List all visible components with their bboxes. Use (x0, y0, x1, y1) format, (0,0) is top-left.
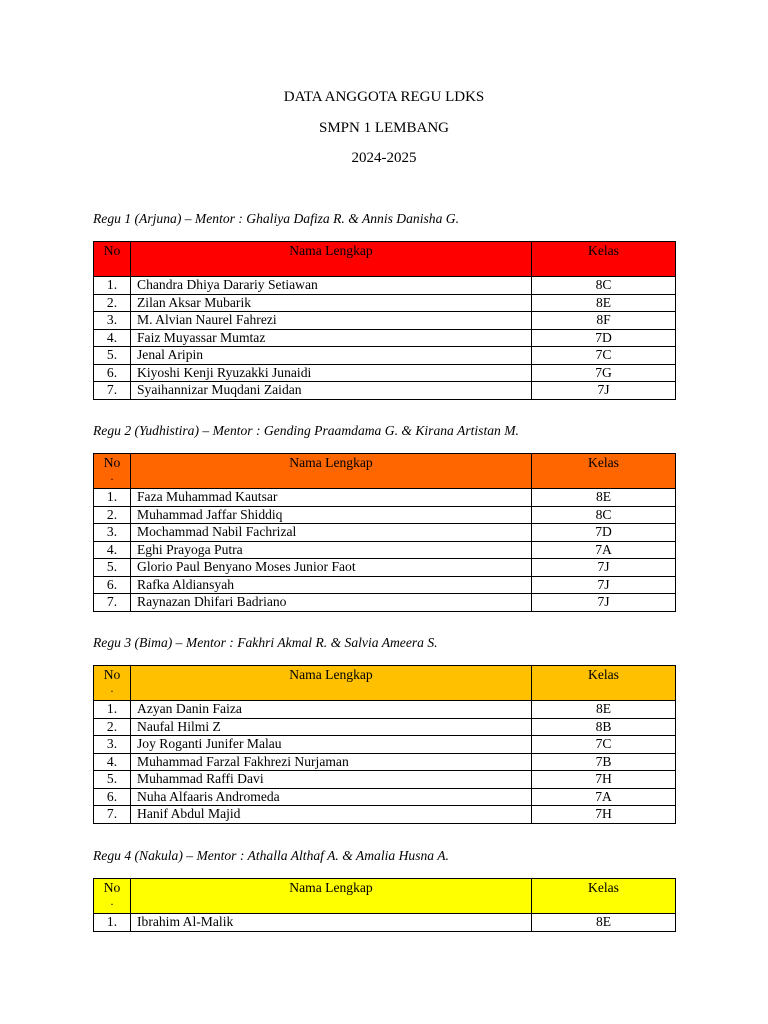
table-row (94, 524, 676, 542)
member-no: 3. (94, 312, 131, 330)
member-no: 6. (94, 364, 131, 382)
table-header-row (94, 879, 676, 914)
header-no-dot (94, 259, 130, 269)
table-row (94, 382, 676, 400)
table-row (94, 364, 676, 382)
member-no: 5. (94, 559, 131, 577)
regu-caption: Regu 4 (Nakula) – Mentor : Athalla Althaf A. & Amalia Husna A. (93, 848, 449, 863)
member-no: 1. (94, 489, 131, 507)
member-name: Ibrahim Al-Malik (131, 914, 532, 932)
member-no: 2. (94, 506, 131, 524)
table-row (94, 576, 676, 594)
table-row (94, 347, 676, 365)
member-kelas: 8C (532, 506, 676, 524)
header-no-label: No (103, 455, 121, 470)
header-nama-lengkap: Nama Lengkap (131, 666, 532, 701)
header-nama-lengkap: Nama Lengkap (131, 454, 532, 489)
table-row (94, 277, 676, 295)
member-kelas: 7A (532, 541, 676, 559)
member-no: 3. (94, 736, 131, 754)
member-kelas: 7D (532, 524, 676, 542)
header-no (94, 242, 131, 277)
table-row (94, 736, 676, 754)
table-row (94, 559, 676, 577)
table-row (94, 312, 676, 330)
header-kelas: Kelas (532, 666, 676, 701)
member-no: 2. (94, 718, 131, 736)
member-no: 5. (94, 347, 131, 365)
member-name: Glorio Paul Benyano Moses Junior Faot (131, 559, 532, 577)
header-no-label: No (103, 880, 121, 895)
member-name: Hanif Abdul Majid (131, 806, 532, 824)
member-no: 6. (94, 576, 131, 594)
table-row (94, 771, 676, 789)
regu-caption: Regu 2 (Yudhistira) – Mentor : Gending Praamdama G. & Kirana Artistan M. (93, 423, 519, 438)
member-name: Faiz Muyassar Mumtaz (131, 329, 532, 347)
table-row (94, 541, 676, 559)
regu-table (93, 878, 676, 932)
table-row (94, 753, 676, 771)
doc-year: 2024-2025 (351, 150, 417, 166)
member-kelas: 7H (532, 771, 676, 789)
member-kelas: 8E (532, 914, 676, 932)
header-kelas: Kelas (532, 879, 676, 914)
table-header-row (94, 242, 676, 277)
table-row (94, 806, 676, 824)
member-name: Joy Roganti Junifer Malau (131, 736, 532, 754)
table-row (94, 718, 676, 736)
member-name: Azyan Danin Faiza (131, 701, 532, 719)
member-name: Mochammad Nabil Fachrizal (131, 524, 532, 542)
member-name: Rafka Aldiansyah (131, 576, 532, 594)
member-kelas: 8F (532, 312, 676, 330)
header-nama-lengkap: Nama Lengkap (131, 242, 532, 277)
member-name: Kiyoshi Kenji Ryuzakki Junaidi (131, 364, 532, 382)
member-kelas: 8E (532, 489, 676, 507)
header-kelas: Kelas (532, 454, 676, 489)
member-kelas: 7J (532, 559, 676, 577)
member-kelas: 8C (532, 277, 676, 295)
table-header-row (94, 666, 676, 701)
regu-section-2 (93, 421, 675, 612)
header-no-dot: . (110, 894, 114, 908)
member-name: Nuha Alfaaris Andromeda (131, 788, 532, 806)
member-no: 7. (94, 806, 131, 824)
header-no-dot: . (110, 469, 114, 483)
member-kelas: 7A (532, 788, 676, 806)
table-row (94, 701, 676, 719)
member-name: M. Alvian Naurel Fahrezi (131, 312, 532, 330)
regu-table (93, 453, 676, 612)
member-no: 4. (94, 753, 131, 771)
member-name: Naufal Hilmi Z (131, 718, 532, 736)
member-no: 1. (94, 277, 131, 295)
member-no: 5. (94, 771, 131, 789)
member-name: Raynazan Dhifari Badriano (131, 594, 532, 612)
member-kelas: 7B (532, 753, 676, 771)
member-no: 1. (94, 914, 131, 932)
header-no (94, 454, 131, 489)
member-kelas: 8E (532, 294, 676, 312)
member-kelas: 7C (532, 736, 676, 754)
member-no: 1. (94, 701, 131, 719)
header-no (94, 879, 131, 914)
member-kelas: 7J (532, 382, 676, 400)
table-row (94, 489, 676, 507)
table-row (94, 594, 676, 612)
member-name: Faza Muhammad Kautsar (131, 489, 532, 507)
regu-table (93, 241, 676, 400)
member-no: 7. (94, 594, 131, 612)
doc-school: SMPN 1 LEMBANG (318, 120, 450, 136)
regu-section-3 (93, 633, 675, 824)
member-kelas: 8B (532, 718, 676, 736)
member-kelas: 7J (532, 576, 676, 594)
table-row (94, 329, 676, 347)
member-name: Chandra Dhiya Darariy Setiawan (131, 277, 532, 295)
table-row (94, 506, 676, 524)
member-name: Syaihannizar Muqdani Zaidan (131, 382, 532, 400)
member-name: Jenal Aripin (131, 347, 532, 365)
doc-title: DATA ANGGOTA REGU LDKS (283, 89, 485, 105)
regu-table (93, 665, 676, 824)
member-kelas: 7D (532, 329, 676, 347)
header-no-label: No (103, 243, 121, 258)
header-no (94, 666, 131, 701)
member-no: 6. (94, 788, 131, 806)
member-kelas: 7C (532, 347, 676, 365)
member-no: 4. (94, 541, 131, 559)
regu-caption: Regu 3 (Bima) – Mentor : Fakhri Akmal R. & Salvia Ameera S. (93, 635, 438, 650)
member-name: Muhammad Jaffar Shiddiq (131, 506, 532, 524)
member-kelas: 7H (532, 806, 676, 824)
regu-section-4 (93, 846, 675, 932)
member-no: 2. (94, 294, 131, 312)
member-kelas: 7G (532, 364, 676, 382)
member-kelas: 8E (532, 701, 676, 719)
header-nama-lengkap: Nama Lengkap (131, 879, 532, 914)
table-row (94, 914, 676, 932)
member-kelas: 7J (532, 594, 676, 612)
header-no-label: No (103, 667, 121, 682)
table-header-row (94, 454, 676, 489)
member-name: Eghi Prayoga Putra (131, 541, 532, 559)
member-name: Muhammad Raffi Davi (131, 771, 532, 789)
header-no-dot: . (110, 681, 114, 695)
regu-caption: Regu 1 (Arjuna) – Mentor : Ghaliya Dafiza R. & Annis Danisha G. (93, 211, 459, 226)
regu-section-1 (93, 209, 675, 400)
member-no: 4. (94, 329, 131, 347)
member-no: 3. (94, 524, 131, 542)
table-row (94, 788, 676, 806)
table-row (94, 294, 676, 312)
header-kelas: Kelas (532, 242, 676, 277)
member-no: 7. (94, 382, 131, 400)
member-name: Zilan Aksar Mubarik (131, 294, 532, 312)
member-name: Muhammad Farzal Fakhrezi Nurjaman (131, 753, 532, 771)
